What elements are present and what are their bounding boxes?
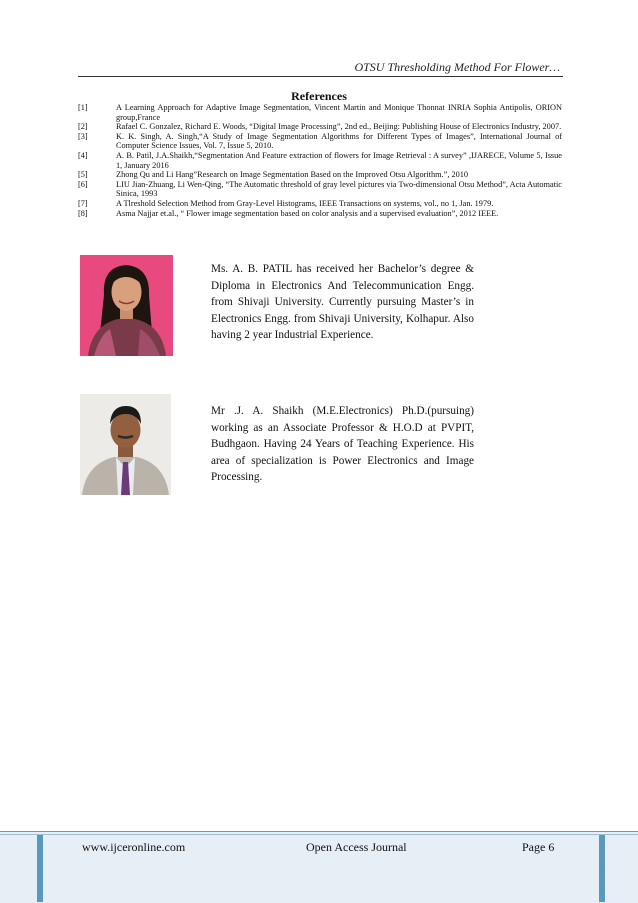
reference-item (78, 132, 562, 151)
reference-item (78, 209, 562, 219)
reference-number: [4] (78, 150, 88, 160)
reference-number: [7] (78, 198, 88, 208)
footer-journal-label: Open Access Journal (306, 840, 407, 854)
author-bio-patil: Ms. A. B. PATIL has received her Bachelor’s degree & Diploma in Electronics And Telecommunication Engg. from Shivaji University. Currently pursuing Master’s in Electronics Engg. from Shivaji University, Kolhapur. Also having 2 year Industrial Experience. (211, 263, 474, 342)
footer-right-bar (599, 835, 605, 902)
reference-item (78, 122, 562, 132)
reference-text: A. B. Patil, J.A.Shaikh,“Segmentation And Feature extraction of flowers for Image Retrieval : A survey” ,IJARECE, Volume 5, Issue 1, January 2016 (116, 150, 562, 170)
reference-text: Asma Najjar et.al., “ Flower image segmentation based on color analysis and a supervised evaluation”, 2012 IEEE. (116, 208, 499, 218)
reference-item (78, 170, 562, 180)
author-photo-patil (80, 255, 173, 356)
reference-number: [3] (78, 131, 88, 141)
reference-text: A Learning Approach for Adaptive Image Segmentation, Vincent Martin and Monique Thonnat INRIA Sophia Antipolis, ORION group,France (116, 103, 562, 122)
header-rule (78, 76, 563, 77)
reference-list (78, 103, 562, 218)
author-bio-shaikh: Mr .J. A. Shaikh (M.E.Electronics) Ph.D.(pursuing) working as an Associate Professor & H.O.D at PVPIT, Budhgaon. Having 24 Years of Teaching Experience. His area of specialization is Power Electronics and Image Processing. (211, 405, 474, 484)
footer-left-bar (37, 835, 43, 902)
reference-number: [2] (78, 122, 88, 132)
reference-item (78, 199, 562, 209)
reference-text: Rafael C. Gonzalez, Richard E. Woods, “Digital Image Processing”, 2nd ed., Beijing: Publishing House of Electronics Industry, 2007. (116, 122, 562, 132)
reference-text: Zhong Qu and Li Hang”Research on Image Segmentation Based on the Improved Otsu Algorithm.”, 2010 (116, 170, 469, 180)
reference-number: [5] (78, 170, 88, 180)
reference-number: [8] (78, 208, 88, 218)
references-heading: References (291, 89, 347, 103)
reference-text: A Tlreshold Selection Method from Gray-Level Histograms, IEEE Transactions on systems, vol., no 1, Jan. 1979. (116, 198, 494, 208)
author-photo-shaikh (80, 394, 171, 495)
footer-page-number: Page 6 (522, 840, 555, 854)
reference-number: [1] (78, 103, 88, 112)
reference-text: K. K. Singh, A. Singh,“A Study of Image Segmentation Algorithms for Different Types of Images”, International Journal of Computer Science Issues, Vol. 7, Issue 5, 2010. (116, 131, 562, 151)
running-title: OTSU Thresholding Method For Flower… (354, 60, 560, 74)
reference-item (78, 103, 562, 122)
footer-website-link[interactable]: www.ijceronline.com (82, 840, 186, 854)
reference-number: [6] (78, 179, 88, 189)
reference-item (78, 151, 562, 170)
reference-text: LIU Jian-Zhuang, Li Wen-Qing, “The Automatic threshold of gray level pictures via Two-dimensional Otsu Method”, Acta Automatic Sinica, 1993 (116, 179, 562, 199)
reference-item (78, 180, 562, 199)
footer-rule (0, 834, 638, 835)
